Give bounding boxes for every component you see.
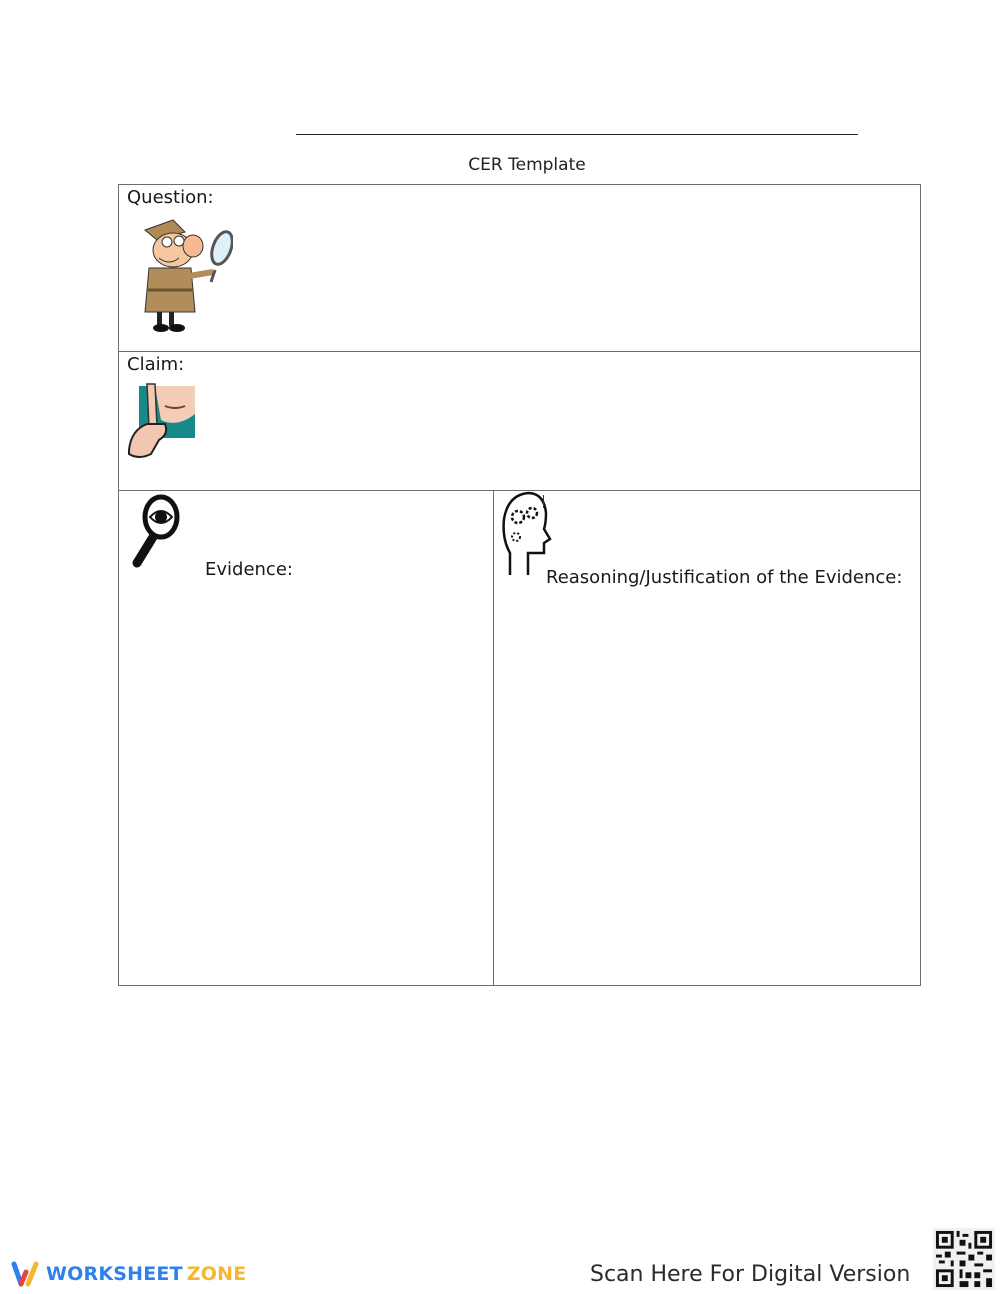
evidence-label: Evidence: [205,559,293,580]
page-title: CER Template [468,155,586,175]
logo-word-worksheet: WORKSHEET [46,1263,183,1285]
cer-table [118,184,921,986]
question-section[interactable] [119,185,920,352]
worksheet-zone-logo[interactable] [10,1258,246,1290]
qr-code-icon[interactable] [933,1228,995,1290]
eye-magnifier-icon [129,493,181,571]
scan-label: Scan Here For Digital Version [590,1262,911,1287]
shush-finger-icon [125,380,199,462]
name-blank-line [296,134,858,135]
claim-section[interactable] [119,352,920,491]
evidence-section[interactable] [119,491,494,985]
evidence-reasoning-row [119,491,920,985]
reasoning-label: Reasoning/Justification of the Evidence: [546,567,903,588]
text-cursor-mark [543,495,544,508]
reasoning-section[interactable] [494,491,920,985]
claim-label: Claim: [127,354,185,375]
detective-magnifier-icon [133,212,233,334]
brain-gears-head-icon [500,489,552,579]
logo-word-zone: ZONE [186,1263,247,1285]
question-label: Question: [127,187,214,208]
worksheet-zone-logo-icon [10,1260,40,1288]
